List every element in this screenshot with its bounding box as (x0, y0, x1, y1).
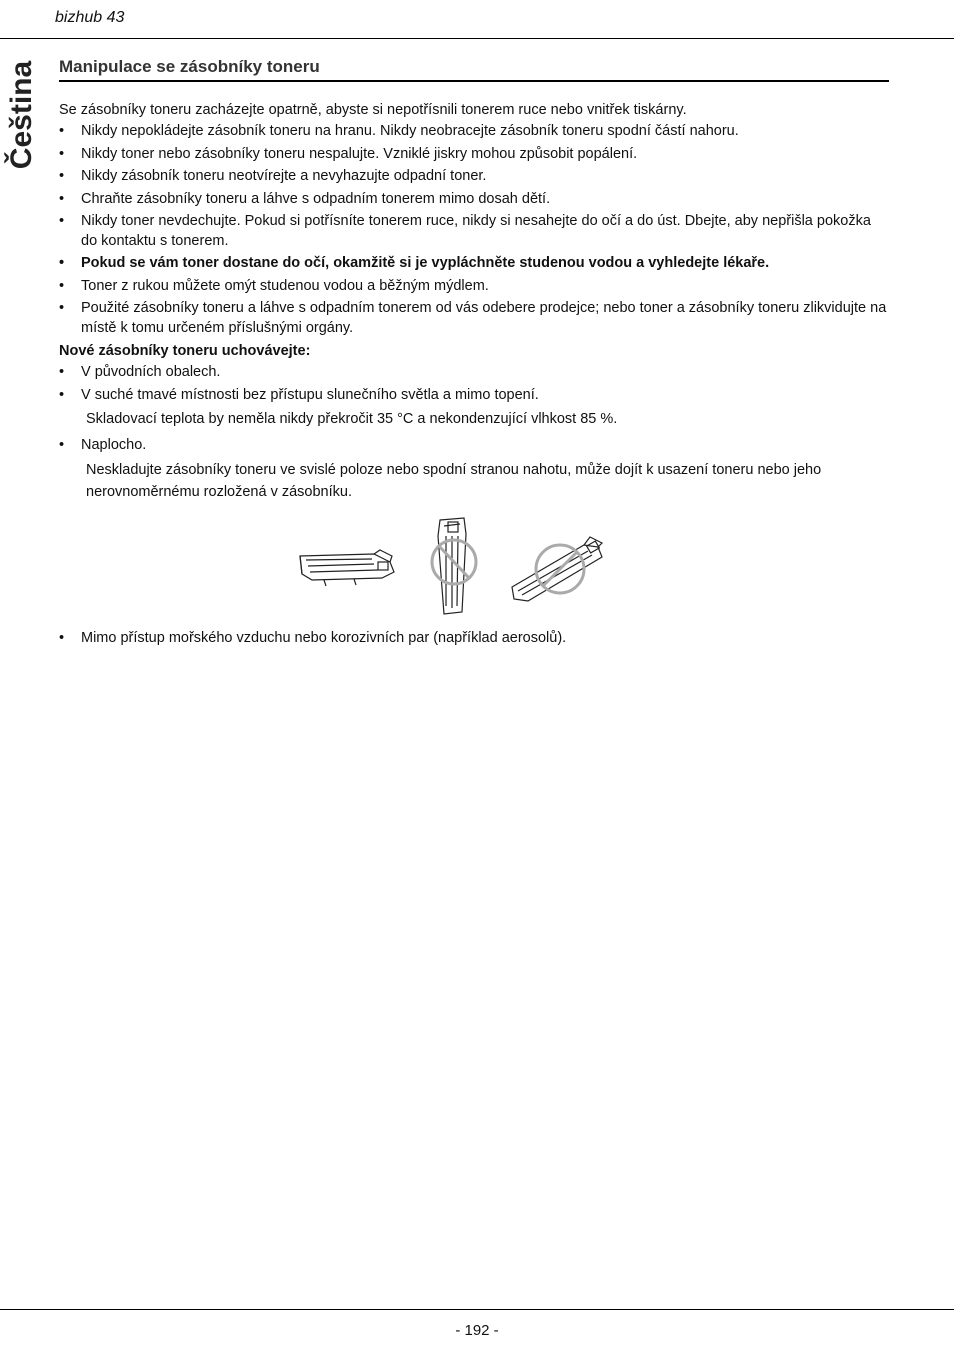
storage-list (59, 363, 889, 405)
page-content (59, 57, 889, 651)
language-label: Čeština (5, 60, 38, 170)
environment-list (59, 629, 889, 649)
header-divider (0, 38, 954, 39)
storage-heading: Nové zásobníky toneru uchovávejte: (59, 343, 311, 359)
footer-divider (0, 1309, 954, 1310)
toner-cartridge-vertical-prohibited-illustration (424, 514, 484, 619)
list-item: • Nikdy toner nevdechujte. Pokud si potřísníte tonerem ruce, nikdy si nesahejte do očí a do úst. Dbejte, aby nepřišla pokožka do kontaktu s tonerem. (59, 212, 889, 251)
flat-list (59, 436, 889, 456)
intro-paragraph: Se zásobníky toneru zacházejte opatrně, abyste si nepotřísnili tonerem ruce nebo vnitřek tiskárny. (59, 102, 687, 118)
list-item: • V suché tmavé místnosti bez přístupu slunečního světla a mimo topení. (59, 386, 889, 406)
list-item: • Nikdy zásobník toneru neotvírejte a nevyhazujte odpadní toner. (59, 167, 889, 187)
list-item: • Nikdy nepokládejte zásobník toneru na hranu. Nikdy neobracejte zásobník toneru spodní částí nahoru. (59, 122, 889, 142)
list-item: • Toner z rukou můžete omýt studenou vodou a běžným mýdlem. (59, 277, 889, 297)
toner-cartridge-upside-down-prohibited-illustration (504, 529, 614, 604)
list-item: • Použité zásobníky toneru a láhve s odpadním tonerem od vás odebere prodejce; nebo toner a zásobníky toneru zlikvidujte na místě k tomu určeném příslušnými orgány. (59, 299, 889, 338)
cartridge-illustrations (19, 511, 889, 623)
toner-cartridge-flat-illustration (294, 542, 404, 592)
list-item: • Chraňte zásobníky toneru a láhve s odpadním tonerem mimo dosah dětí. (59, 190, 889, 210)
list-item: • V původních obalech. (59, 363, 889, 383)
header-title: bizhub 43 (55, 9, 125, 26)
list-item: • Mimo přístup mořského vzduchu nebo korozivních par (například aerosolů). (59, 629, 889, 649)
list-item: • Nikdy toner nebo zásobníky toneru nespalujte. Vzniklé jiskry mohou způsobit popálení. (59, 145, 889, 165)
list-item: • Naplocho. (59, 436, 889, 456)
page-number: - 192 - (455, 1322, 499, 1339)
handling-list (59, 122, 889, 338)
language-side-tab (2, 60, 42, 170)
section-title: Manipulace se zásobníky toneru (59, 57, 889, 82)
list-item-warning: • Pokud se vám toner dostane do očí, okamžitě si je vypláchněte studenou vodou a vyhledejte lékaře. (59, 254, 889, 274)
flat-note: Neskladujte zásobníky toneru ve svislé poloze nebo spodní stranou nahotu, může dojít k usazení toneru nebo jeho nerovnoměrnému rozložená v zásobníku. (86, 461, 822, 500)
storage-note: Skladovací teplota by neměla nikdy překročit 35 °C a nekondenzující vlhkost 85 %. (86, 411, 618, 427)
